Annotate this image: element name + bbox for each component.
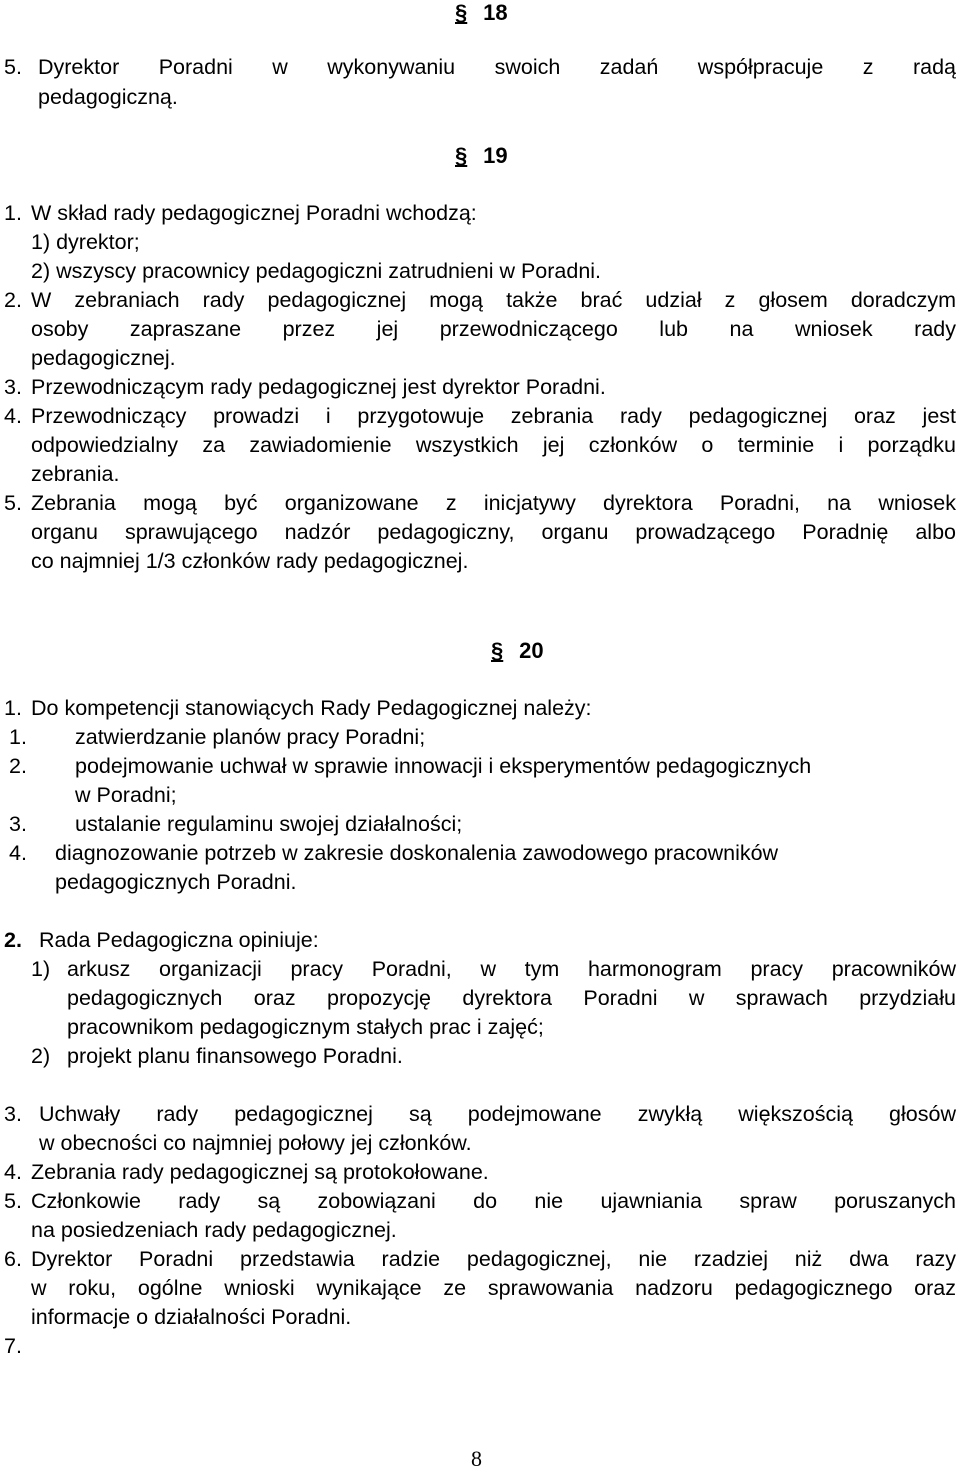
paragraph-text: pedagogiczną. — [38, 85, 178, 109]
paragraph-number: 3. — [4, 375, 22, 399]
paragraph-number: 4. — [4, 1160, 22, 1184]
paragraph-text: Przewodniczącym rady pedagogicznej jest dyrektor Poradni. — [31, 375, 606, 399]
list-item: 1) dyrektor; — [31, 230, 140, 254]
paragraph-text: organu sprawującego nadzór pedagogiczny, organu prowadzącego Poradnię albo — [31, 520, 956, 544]
list-item: arkusz organizacji pracy Poradni, w tym harmonogram pracy pracowników — [67, 957, 956, 981]
list-item: pedagogicznych Poradni. — [55, 870, 297, 894]
list-item: zatwierdzanie planów pracy Poradni; — [75, 725, 426, 749]
paragraph-text: Do kompetencji stanowiących Rady Pedagogicznej należy: — [31, 696, 592, 720]
paragraph-text: w roku, ogólne wnioski wynikające ze sprawowania nadzoru pedagogicznego oraz — [31, 1276, 956, 1300]
section-sign: § — [455, 143, 468, 168]
list-item: w Poradni; — [75, 783, 177, 807]
paragraph-text: Uchwały rady pedagogicznej są podejmowane zwykłą większością głosów — [39, 1102, 956, 1126]
paragraph-text: w obecności co najmniej połowy jej członków. — [39, 1131, 472, 1155]
list-item: projekt planu finansowego Poradni. — [67, 1044, 403, 1068]
paragraph-text: Dyrektor Poradni w wykonywaniu swoich zadań współpracuje z radą — [38, 55, 956, 79]
paragraph-number: 1. — [4, 201, 22, 225]
paragraph-number: 5. — [4, 55, 22, 79]
paragraph-text: W zebraniach rady pedagogicznej mogą także brać udział z głosem doradczym — [31, 288, 956, 312]
section-heading-19: § 19 — [455, 143, 508, 168]
section-heading-18: § 18 — [455, 0, 508, 25]
paragraph-text: Przewodniczący prowadzi i przygotowuje zebrania rady pedagogicznej oraz jest — [31, 404, 956, 428]
paragraph-number: 1. — [4, 696, 22, 720]
section-sign: § — [455, 0, 468, 25]
list-item: diagnozowanie potrzeb w zakresie doskonalenia zawodowego pracowników — [55, 841, 779, 865]
list-item: pedagogicznych oraz propozycję dyrektora Poradni w sprawach przydziału — [67, 986, 956, 1010]
section-sign: § — [491, 638, 504, 663]
paragraph-text: odpowiedzialny za zawiadomienie wszystkich jej członków o terminie i porządku — [31, 433, 956, 457]
list-number: 2. — [9, 754, 27, 778]
page-number: 8 — [471, 1446, 482, 1471]
list-item: 2) wszyscy pracownicy pedagogiczni zatrudnieni w Poradni. — [31, 259, 602, 283]
paragraph-text: na posiedzeniach rady pedagogicznej. — [31, 1218, 397, 1242]
paragraph-text: Dyrektor Poradni przedstawia radzie pedagogicznej, nie rzadziej niż dwa razy — [31, 1247, 956, 1271]
list-number: 3. — [9, 812, 27, 836]
paragraph-text: W skład rady pedagogicznej Poradni wchodzą: — [31, 201, 477, 225]
paragraph-text: informacje o działalności Poradni. — [31, 1305, 352, 1329]
paragraph-text: Zebrania rady pedagogicznej są protokołowane. — [31, 1160, 489, 1184]
paragraph-text: Zebrania mogą być organizowane z inicjatywy dyrektora Poradni, na wniosek — [31, 491, 956, 515]
list-item: ustalanie regulaminu swojej działalności; — [75, 812, 463, 836]
paragraph-number: 3. — [4, 1102, 22, 1126]
paragraph-number: 4. — [4, 404, 22, 428]
list-number: 4. — [9, 841, 27, 865]
paragraph-number: 7. — [4, 1334, 22, 1358]
list-item: pracownikom pedagogicznym stałych prac i zajęć; — [67, 1015, 544, 1039]
paragraph-number: 5. — [4, 491, 22, 515]
paragraph-number: 2. — [4, 928, 22, 952]
list-number: 2) — [31, 1044, 51, 1068]
paragraph-text: zebrania. — [31, 462, 120, 486]
paragraph-text: Członkowie rady są zobowiązani do nie ujawniania spraw poruszanych — [31, 1189, 956, 1213]
list-item: podejmowanie uchwał w sprawie innowacji i eksperymentów pedagogicznych — [75, 754, 812, 778]
list-number: 1. — [9, 725, 27, 749]
section-heading-20: § 20 — [491, 638, 544, 663]
paragraph-text: Rada Pedagogiczna opiniuje: — [39, 928, 319, 952]
paragraph-text: osoby zapraszane przez jej przewodniczącego lub na wniosek rady — [31, 317, 956, 341]
list-number: 1) — [31, 957, 51, 981]
paragraph-text: pedagogicznej. — [31, 346, 176, 370]
paragraph-number: 6. — [4, 1247, 22, 1271]
paragraph-number: 2. — [4, 288, 22, 312]
paragraph-text: co najmniej 1/3 członków rady pedagogicznej. — [31, 549, 469, 573]
paragraph-number: 5. — [4, 1189, 22, 1213]
